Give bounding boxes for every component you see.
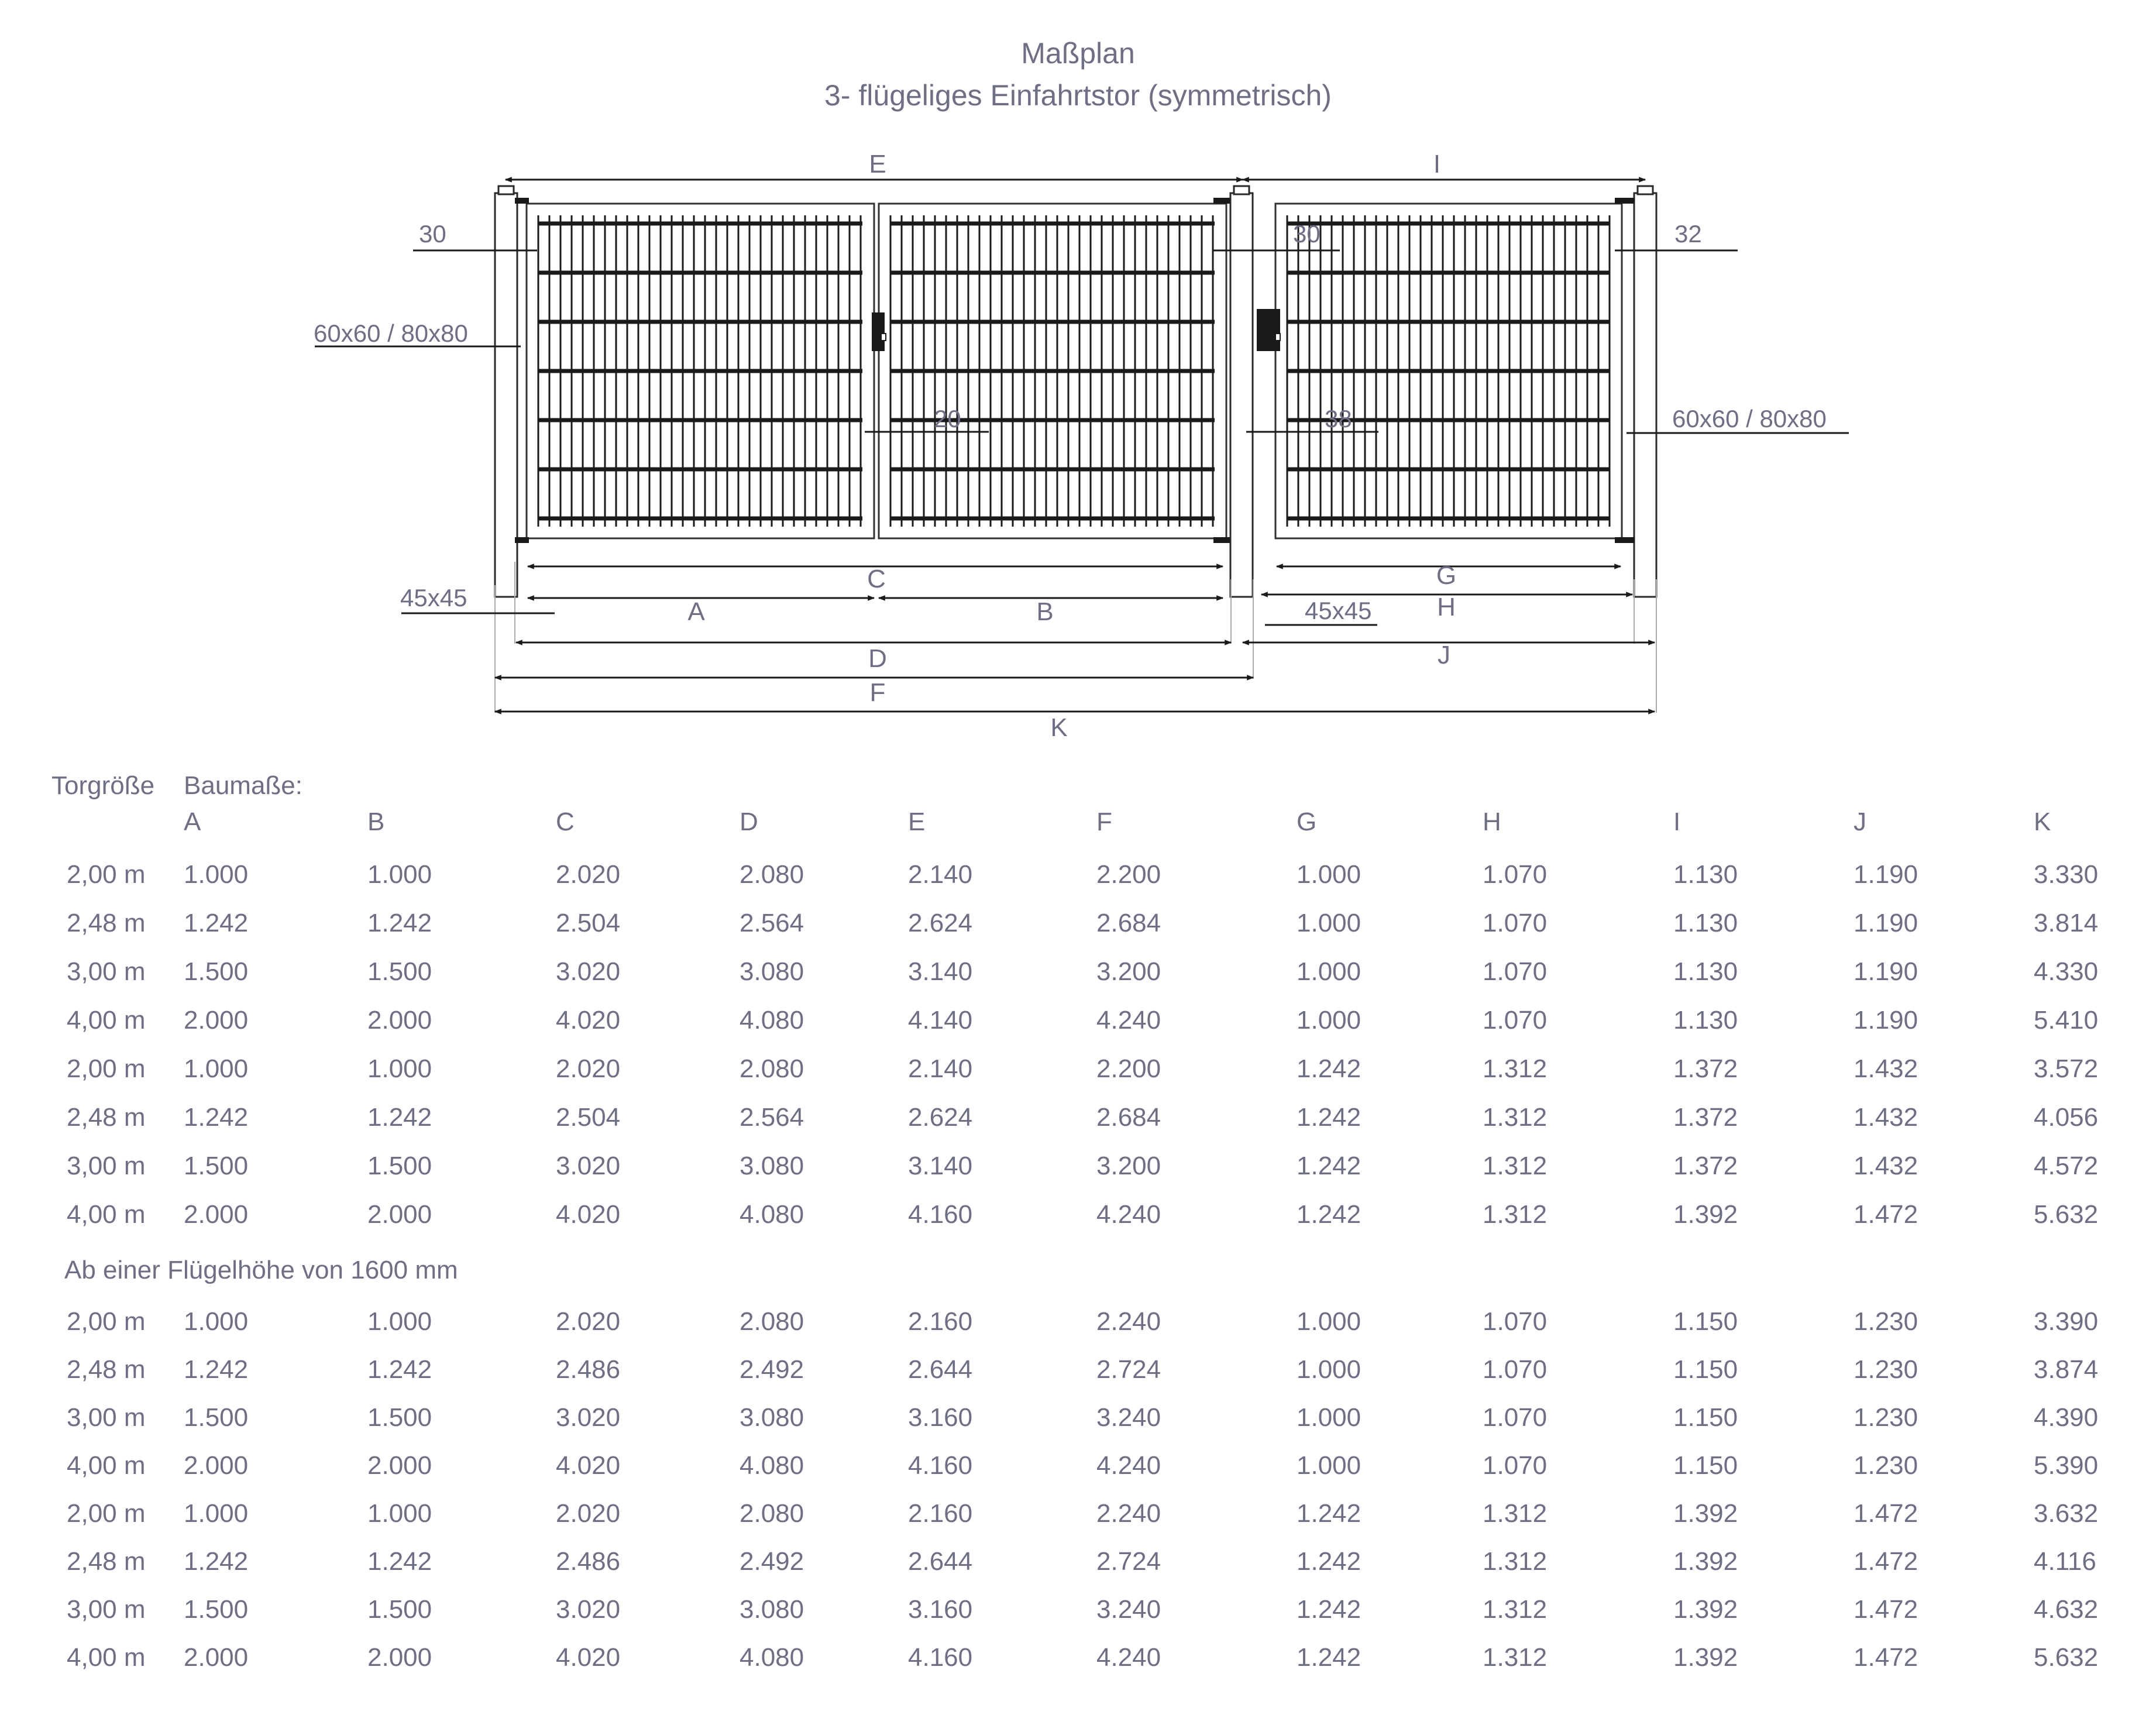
value-cell-a: 1.500 bbox=[184, 1152, 249, 1180]
value-cell-h: 1.312 bbox=[1483, 1054, 1548, 1083]
value-cell-c: 3.020 bbox=[556, 957, 621, 986]
value-cell-i: 1.150 bbox=[1673, 1403, 1738, 1432]
value-cell-h: 1.070 bbox=[1483, 909, 1548, 937]
value-cell-k: 5.390 bbox=[2034, 1451, 2099, 1480]
value-cell-b: 1.242 bbox=[367, 909, 432, 937]
value-cell-a: 1.242 bbox=[184, 909, 249, 937]
value-cell-a: 1.500 bbox=[184, 1403, 249, 1432]
table-row bbox=[0, 1200, 2156, 1241]
gap-left-top-label: 30 bbox=[419, 220, 446, 248]
value-cell-k: 4.330 bbox=[2034, 957, 2099, 986]
value-cell-j: 1.230 bbox=[1854, 1403, 1918, 1432]
value-cell-e: 4.160 bbox=[908, 1200, 973, 1229]
value-cell-j: 1.472 bbox=[1854, 1499, 1918, 1528]
value-cell-a: 1.000 bbox=[184, 1054, 249, 1083]
value-cell-c: 2.020 bbox=[556, 1054, 621, 1083]
value-cell-c: 2.020 bbox=[556, 860, 621, 889]
value-cell-g: 1.242 bbox=[1297, 1103, 1361, 1132]
value-cell-b: 1.000 bbox=[367, 1054, 432, 1083]
value-cell-i: 1.392 bbox=[1673, 1499, 1738, 1528]
value-cell-c: 2.020 bbox=[556, 1499, 621, 1528]
value-cell-f: 4.240 bbox=[1096, 1451, 1161, 1480]
value-cell-g: 1.000 bbox=[1297, 1307, 1361, 1336]
column-header-k: K bbox=[2034, 807, 2051, 836]
value-cell-j: 1.230 bbox=[1854, 1355, 1918, 1384]
value-cell-a: 2.000 bbox=[184, 1451, 249, 1480]
value-cell-c: 2.504 bbox=[556, 1103, 621, 1132]
value-cell-c: 4.020 bbox=[556, 1451, 621, 1480]
value-cell-c: 2.486 bbox=[556, 1547, 621, 1576]
value-cell-d: 3.080 bbox=[740, 957, 804, 986]
gate-size-cell: 2,48 m bbox=[67, 1547, 146, 1576]
value-cell-h: 1.070 bbox=[1483, 1403, 1548, 1432]
value-cell-c: 2.486 bbox=[556, 1355, 621, 1384]
value-cell-g: 1.000 bbox=[1297, 1006, 1361, 1035]
value-cell-f: 4.240 bbox=[1096, 1200, 1161, 1229]
value-cell-a: 1.242 bbox=[184, 1355, 249, 1384]
value-cell-e: 2.140 bbox=[908, 1054, 973, 1083]
value-cell-c: 3.020 bbox=[556, 1152, 621, 1180]
value-cell-e: 2.624 bbox=[908, 909, 973, 937]
value-cell-e: 3.140 bbox=[908, 957, 973, 986]
value-cell-i: 1.130 bbox=[1673, 1006, 1738, 1035]
value-cell-f: 3.200 bbox=[1096, 957, 1161, 986]
value-cell-d: 2.492 bbox=[740, 1547, 804, 1576]
frame-left-label: 45x45 bbox=[400, 584, 467, 611]
column-header-g: G bbox=[1297, 807, 1317, 836]
table-row bbox=[0, 860, 2156, 901]
value-cell-b: 1.242 bbox=[367, 1355, 432, 1384]
table-row bbox=[0, 957, 2156, 998]
column-header-d: D bbox=[740, 807, 758, 836]
value-cell-f: 2.684 bbox=[1096, 1103, 1161, 1132]
value-cell-i: 1.392 bbox=[1673, 1595, 1738, 1624]
gate-size-cell: 3,00 m bbox=[67, 1403, 146, 1432]
value-cell-j: 1.472 bbox=[1854, 1200, 1918, 1229]
value-cell-b: 2.000 bbox=[367, 1643, 432, 1672]
column-header-a: A bbox=[184, 807, 201, 836]
value-cell-i: 1.150 bbox=[1673, 1307, 1738, 1336]
label-i: I bbox=[1433, 150, 1441, 178]
gate-size-cell: 2,48 m bbox=[67, 1355, 146, 1384]
value-cell-d: 2.080 bbox=[740, 860, 804, 889]
value-cell-a: 1.242 bbox=[184, 1103, 249, 1132]
value-cell-h: 1.312 bbox=[1483, 1595, 1548, 1624]
value-cell-c: 4.020 bbox=[556, 1200, 621, 1229]
value-cell-b: 1.242 bbox=[367, 1547, 432, 1576]
gate-size-cell: 4,00 m bbox=[67, 1451, 146, 1480]
gate-size-cell: 3,00 m bbox=[67, 1595, 146, 1624]
gate-size-cell: 2,48 m bbox=[67, 1103, 146, 1132]
value-cell-j: 1.472 bbox=[1854, 1547, 1918, 1576]
value-cell-c: 4.020 bbox=[556, 1643, 621, 1672]
value-cell-c: 3.020 bbox=[556, 1595, 621, 1624]
value-cell-j: 1.432 bbox=[1854, 1054, 1918, 1083]
value-cell-i: 1.372 bbox=[1673, 1054, 1738, 1083]
value-cell-k: 3.390 bbox=[2034, 1307, 2099, 1336]
value-cell-f: 4.240 bbox=[1096, 1006, 1161, 1035]
value-cell-d: 3.080 bbox=[740, 1595, 804, 1624]
value-cell-f: 2.200 bbox=[1096, 860, 1161, 889]
value-cell-d: 2.492 bbox=[740, 1355, 804, 1384]
value-cell-j: 1.190 bbox=[1854, 860, 1918, 889]
value-cell-i: 1.130 bbox=[1673, 957, 1738, 986]
value-cell-g: 1.000 bbox=[1297, 860, 1361, 889]
value-cell-b: 1.500 bbox=[367, 957, 432, 986]
value-cell-f: 3.240 bbox=[1096, 1403, 1161, 1432]
value-cell-k: 3.572 bbox=[2034, 1054, 2099, 1083]
label-b: B bbox=[1036, 597, 1054, 626]
value-cell-a: 1.000 bbox=[184, 1499, 249, 1528]
gate-size-cell: 2,48 m bbox=[67, 909, 146, 937]
value-cell-e: 2.160 bbox=[908, 1307, 973, 1336]
value-cell-g: 1.242 bbox=[1297, 1200, 1361, 1229]
value-cell-g: 1.000 bbox=[1297, 1355, 1361, 1384]
column-header-i: I bbox=[1673, 807, 1681, 836]
value-cell-i: 1.372 bbox=[1673, 1103, 1738, 1132]
value-cell-e: 2.140 bbox=[908, 860, 973, 889]
table-row bbox=[0, 1451, 2156, 1492]
value-cell-i: 1.392 bbox=[1673, 1547, 1738, 1576]
value-cell-d: 2.564 bbox=[740, 909, 804, 937]
value-cell-h: 1.312 bbox=[1483, 1152, 1548, 1180]
column-header-f: F bbox=[1096, 807, 1112, 836]
value-cell-d: 4.080 bbox=[740, 1451, 804, 1480]
gate-size-header: Torgröße bbox=[51, 771, 155, 800]
value-cell-j: 1.190 bbox=[1854, 909, 1918, 937]
value-cell-j: 1.432 bbox=[1854, 1103, 1918, 1132]
gate-size-cell: 4,00 m bbox=[67, 1006, 146, 1035]
value-cell-h: 1.070 bbox=[1483, 1355, 1548, 1384]
value-cell-k: 4.116 bbox=[2034, 1547, 2096, 1576]
table-row bbox=[0, 1103, 2156, 1144]
value-cell-e: 3.160 bbox=[908, 1595, 973, 1624]
value-cell-e: 2.160 bbox=[908, 1499, 973, 1528]
value-cell-b: 1.000 bbox=[367, 1307, 432, 1336]
value-cell-d: 2.080 bbox=[740, 1307, 804, 1336]
value-cell-b: 2.000 bbox=[367, 1200, 432, 1229]
value-cell-k: 4.390 bbox=[2034, 1403, 2099, 1432]
gate-size-cell: 2,00 m bbox=[67, 860, 146, 889]
column-header-c: C bbox=[556, 807, 575, 836]
gate-size-cell: 3,00 m bbox=[67, 957, 146, 986]
value-cell-b: 2.000 bbox=[367, 1006, 432, 1035]
value-cell-k: 3.330 bbox=[2034, 860, 2099, 889]
value-cell-j: 1.472 bbox=[1854, 1643, 1918, 1672]
value-cell-a: 1.242 bbox=[184, 1547, 249, 1576]
value-cell-i: 1.130 bbox=[1673, 860, 1738, 889]
value-cell-h: 1.312 bbox=[1483, 1103, 1548, 1132]
value-cell-g: 1.242 bbox=[1297, 1643, 1361, 1672]
value-cell-h: 1.070 bbox=[1483, 957, 1548, 986]
label-g: G bbox=[1436, 561, 1457, 590]
value-cell-j: 1.432 bbox=[1854, 1152, 1918, 1180]
value-cell-i: 1.392 bbox=[1673, 1200, 1738, 1229]
value-cell-h: 1.070 bbox=[1483, 1006, 1548, 1035]
value-cell-b: 1.000 bbox=[367, 1499, 432, 1528]
value-cell-d: 2.564 bbox=[740, 1103, 804, 1132]
value-cell-d: 2.080 bbox=[740, 1499, 804, 1528]
value-cell-h: 1.070 bbox=[1483, 1451, 1548, 1480]
value-cell-f: 3.200 bbox=[1096, 1152, 1161, 1180]
label-k: K bbox=[1050, 713, 1068, 742]
value-cell-a: 2.000 bbox=[184, 1006, 249, 1035]
value-cell-e: 3.140 bbox=[908, 1152, 973, 1180]
value-cell-h: 1.070 bbox=[1483, 1307, 1548, 1336]
value-cell-f: 3.240 bbox=[1096, 1595, 1161, 1624]
label-j: J bbox=[1438, 641, 1450, 669]
value-cell-g: 1.242 bbox=[1297, 1152, 1361, 1180]
value-cell-b: 1.500 bbox=[367, 1403, 432, 1432]
value-cell-e: 3.160 bbox=[908, 1403, 973, 1432]
value-cell-j: 1.230 bbox=[1854, 1307, 1918, 1336]
gate-size-cell: 3,00 m bbox=[67, 1152, 146, 1180]
value-cell-g: 1.242 bbox=[1297, 1054, 1361, 1083]
table-row bbox=[0, 1054, 2156, 1095]
value-cell-c: 3.020 bbox=[556, 1403, 621, 1432]
value-cell-k: 5.410 bbox=[2034, 1006, 2099, 1035]
gap-mid-top-label: 30 bbox=[1293, 220, 1321, 248]
value-cell-k: 3.814 bbox=[2034, 909, 2099, 937]
value-cell-h: 1.070 bbox=[1483, 860, 1548, 889]
value-cell-e: 4.140 bbox=[908, 1006, 973, 1035]
value-cell-b: 1.500 bbox=[367, 1595, 432, 1624]
value-cell-f: 2.240 bbox=[1096, 1499, 1161, 1528]
label-c: C bbox=[867, 565, 886, 593]
value-cell-k: 4.056 bbox=[2034, 1103, 2099, 1132]
value-cell-b: 1.500 bbox=[367, 1152, 432, 1180]
value-cell-k: 3.632 bbox=[2034, 1499, 2099, 1528]
value-cell-e: 4.160 bbox=[908, 1643, 973, 1672]
value-cell-g: 1.242 bbox=[1297, 1547, 1361, 1576]
table-row bbox=[0, 1152, 2156, 1193]
value-cell-d: 4.080 bbox=[740, 1200, 804, 1229]
value-cell-h: 1.312 bbox=[1483, 1499, 1548, 1528]
value-cell-a: 1.500 bbox=[184, 957, 249, 986]
gate-size-cell: 4,00 m bbox=[67, 1200, 146, 1229]
value-cell-b: 2.000 bbox=[367, 1451, 432, 1480]
table-row bbox=[0, 1355, 2156, 1396]
label-a: A bbox=[687, 597, 705, 626]
value-cell-e: 4.160 bbox=[908, 1451, 973, 1480]
value-cell-d: 3.080 bbox=[740, 1152, 804, 1180]
value-cell-g: 1.000 bbox=[1297, 1451, 1361, 1480]
column-header-e: E bbox=[908, 807, 926, 836]
post-right-label: 60x60 / 80x80 bbox=[1672, 405, 1827, 432]
value-cell-f: 2.724 bbox=[1096, 1355, 1161, 1384]
value-cell-f: 2.240 bbox=[1096, 1307, 1161, 1336]
value-cell-h: 1.312 bbox=[1483, 1643, 1548, 1672]
section2-heading: Ab einer Flügelhöhe von 1600 mm bbox=[64, 1256, 458, 1284]
gate-size-cell: 2,00 m bbox=[67, 1499, 146, 1528]
table-row bbox=[0, 1499, 2156, 1540]
value-cell-i: 1.150 bbox=[1673, 1451, 1738, 1480]
value-cell-i: 1.130 bbox=[1673, 909, 1738, 937]
table-row bbox=[0, 1403, 2156, 1444]
value-cell-g: 1.242 bbox=[1297, 1595, 1361, 1624]
value-cell-j: 1.190 bbox=[1854, 1006, 1918, 1035]
value-cell-c: 2.504 bbox=[556, 909, 621, 937]
label-e: E bbox=[869, 150, 886, 178]
value-cell-e: 2.644 bbox=[908, 1355, 973, 1384]
value-cell-h: 1.312 bbox=[1483, 1547, 1548, 1576]
table-row bbox=[0, 1595, 2156, 1636]
gate-size-cell: 2,00 m bbox=[67, 1054, 146, 1083]
label-h: H bbox=[1437, 593, 1456, 621]
value-cell-b: 1.242 bbox=[367, 1103, 432, 1132]
table-row bbox=[0, 1643, 2156, 1684]
value-cell-d: 3.080 bbox=[740, 1403, 804, 1432]
table-row bbox=[0, 909, 2156, 950]
value-cell-j: 1.190 bbox=[1854, 957, 1918, 986]
dimensions-header: Baumaße: bbox=[184, 771, 302, 800]
column-header-j: J bbox=[1854, 807, 1866, 836]
value-cell-a: 1.000 bbox=[184, 1307, 249, 1336]
value-cell-b: 1.000 bbox=[367, 860, 432, 889]
value-cell-k: 5.632 bbox=[2034, 1200, 2099, 1229]
value-cell-f: 2.200 bbox=[1096, 1054, 1161, 1083]
value-cell-k: 5.632 bbox=[2034, 1643, 2099, 1672]
value-cell-j: 1.472 bbox=[1854, 1595, 1918, 1624]
value-cell-g: 1.000 bbox=[1297, 957, 1361, 986]
value-cell-f: 2.724 bbox=[1096, 1547, 1161, 1576]
table-row bbox=[0, 1307, 2156, 1348]
table-row bbox=[0, 1006, 2156, 1047]
value-cell-j: 1.230 bbox=[1854, 1451, 1918, 1480]
value-cell-f: 4.240 bbox=[1096, 1643, 1161, 1672]
value-cell-a: 2.000 bbox=[184, 1643, 249, 1672]
page-subtitle: 3- flügeliges Einfahrtstor (symmetrisch) bbox=[824, 79, 1332, 112]
post-left-label: 60x60 / 80x80 bbox=[314, 319, 468, 347]
value-cell-a: 2.000 bbox=[184, 1200, 249, 1229]
value-cell-k: 4.632 bbox=[2034, 1595, 2099, 1624]
page-title: Maßplan bbox=[1021, 37, 1135, 70]
value-cell-g: 1.000 bbox=[1297, 909, 1361, 937]
value-cell-g: 1.242 bbox=[1297, 1499, 1361, 1528]
value-cell-a: 1.500 bbox=[184, 1595, 249, 1624]
value-cell-h: 1.312 bbox=[1483, 1200, 1548, 1229]
label-f: F bbox=[869, 678, 886, 707]
value-cell-e: 2.624 bbox=[908, 1103, 973, 1132]
gap-right-top-label: 32 bbox=[1674, 220, 1702, 248]
value-cell-c: 2.020 bbox=[556, 1307, 621, 1336]
value-cell-d: 4.080 bbox=[740, 1643, 804, 1672]
value-cell-c: 4.020 bbox=[556, 1006, 621, 1035]
gate-size-cell: 2,00 m bbox=[67, 1307, 146, 1336]
gap-right-middle-label: 38 bbox=[1325, 405, 1352, 432]
frame-right-label: 45x45 bbox=[1305, 597, 1372, 624]
column-header-b: B bbox=[367, 807, 385, 836]
value-cell-g: 1.000 bbox=[1297, 1403, 1361, 1432]
value-cell-k: 4.572 bbox=[2034, 1152, 2099, 1180]
value-cell-f: 2.684 bbox=[1096, 909, 1161, 937]
gate-size-cell: 4,00 m bbox=[67, 1643, 146, 1672]
value-cell-a: 1.000 bbox=[184, 860, 249, 889]
gap-center-label: 20 bbox=[934, 405, 961, 432]
value-cell-i: 1.372 bbox=[1673, 1152, 1738, 1180]
value-cell-i: 1.392 bbox=[1673, 1643, 1738, 1672]
table-row bbox=[0, 1547, 2156, 1588]
value-cell-d: 2.080 bbox=[740, 1054, 804, 1083]
value-cell-d: 4.080 bbox=[740, 1006, 804, 1035]
value-cell-k: 3.874 bbox=[2034, 1355, 2099, 1384]
label-d: D bbox=[868, 644, 887, 673]
value-cell-i: 1.150 bbox=[1673, 1355, 1738, 1384]
column-header-h: H bbox=[1483, 807, 1501, 836]
value-cell-e: 2.644 bbox=[908, 1547, 973, 1576]
